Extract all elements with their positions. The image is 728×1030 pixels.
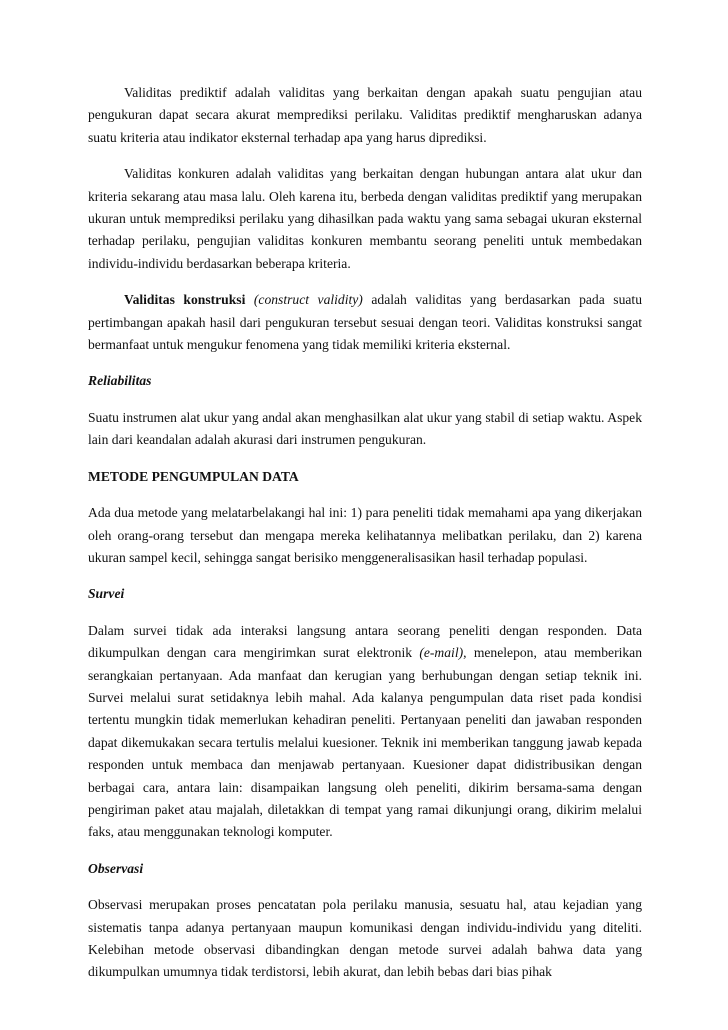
term-email: (e-mail) [419,645,464,661]
term-validitas-konstruksi: Validitas konstruksi [124,292,246,308]
paragraph-observasi: Observasi merupakan proses pencatatan pola perilaku manusia, sesuatu hal, atau kejadian yang sistematis tanpa adanya pertanyaan maupun komunikasi dengan individu-individu yang diteliti. Kelebihan metode observasi dibandingkan dengan metode survei adalah bahwa data yang dikumpulkan umumnya tidak terdistorsi, lebih akurat, dan lebih bebas dari bias pihak [88,897,642,980]
survei-text-after: , menelepon, atau memberikan serangkaian pertanyaan. Ada manfaat dan kerugian yang berhubungan dengan setiap teknik ini. Survei melalui surat setidaknya lebih mahal. Ada kalanya pengumpulan data riset pada kondisi tertentu mungkin tidak memerlukan kehadiran peneliti. Pertanyaan peneliti dan jawaban responden dapat dikemukakan secara tertulis melalui kuesioner. Teknik ini memberikan tanggung jawab kepada responden untuk membaca dan menjawab pertanyaan. Kuesioner dapat didistribusikan dengan berbagai cara, antara lain: disampaikan langsung oleh peneliti, dikirim bersama-sama dengan pengiriman paket atau majalah, diletakkan di tempat yang ramai dikunjungi orang, dikirim melalui faks, atau menggunakan teknologi komputer. [88,645,643,840]
paragraph-metode: Ada dua metode yang melatarbelakangi hal ini: 1) para peneliti tidak memahami apa yang dikerjakan oleh orang-orang tersebut dan mengapa mereka kelihatannya melibatkan perilaku, dan 2) karena ukuran sampel kecil, sehingga sangat berisiko menggeneralisasikan hasil terhadap populasi. [88,505,642,565]
konstruksi-text: adalah validitas yang berdasarkan pada suatu pertimbangan apakah hasil dari pengukuran tersebut sesuai dengan teori. Validitas konstruksi sangat bermanfaat untuk mengukur fenomena yang tidak memiliki kriteria eksternal. [88,292,642,353]
heading-reliabilitas: Reliabilitas [88,373,152,389]
document-page [88,82,642,984]
term-construct-validity: (construct validity) [253,292,363,308]
paragraph-survei [88,620,642,844]
paragraph-validitas-konstruksi [88,289,642,356]
survei-text-before: Dalam survei tidak ada interaksi langsung antara seorang peneliti dengan responden. Data dikumpulkan dengan cara mengirimkan surat elektronik [88,622,642,661]
paragraph-validitas-konkuren: Validitas konkuren adalah validitas yang berkaitan dengan hubungan antara alat ukur dan kriteria sekarang atau masa lalu. Oleh karena itu, berbeda dengan validitas prediktif yang merupakan ukuran untuk memprediksi perilaku yang dihasilkan pada waktu yang sama sebagai ukuran eksternal terhadap perilaku, pengujian validitas konkuren membantu seorang peneliti untuk membedakan individu-individu berdasarkan beberapa kriteria. [88,166,642,271]
paragraph-reliabilitas: Suatu instrumen alat ukur yang andal akan menghasilkan alat ukur yang stabil di setiap waktu. Aspek lain dari keandalan adalah akurasi dari instrumen pengukuran. [88,409,642,448]
heading-metode-pengumpulan-data: METODE PENGUMPULAN DATA [88,468,299,484]
heading-survei: Survei [88,586,125,602]
paragraph-validitas-prediktif: Validitas prediktif adalah validitas yang berkaitan dengan apakah suatu pengujian atau pengukuran dapat secara akurat memprediksi perilaku. Validitas prediktif mengharuskan adanya suatu kriteria atau indikator eksternal terhadap apa yang harus diprediksi. [88,85,642,145]
heading-observasi: Observasi [88,860,144,876]
